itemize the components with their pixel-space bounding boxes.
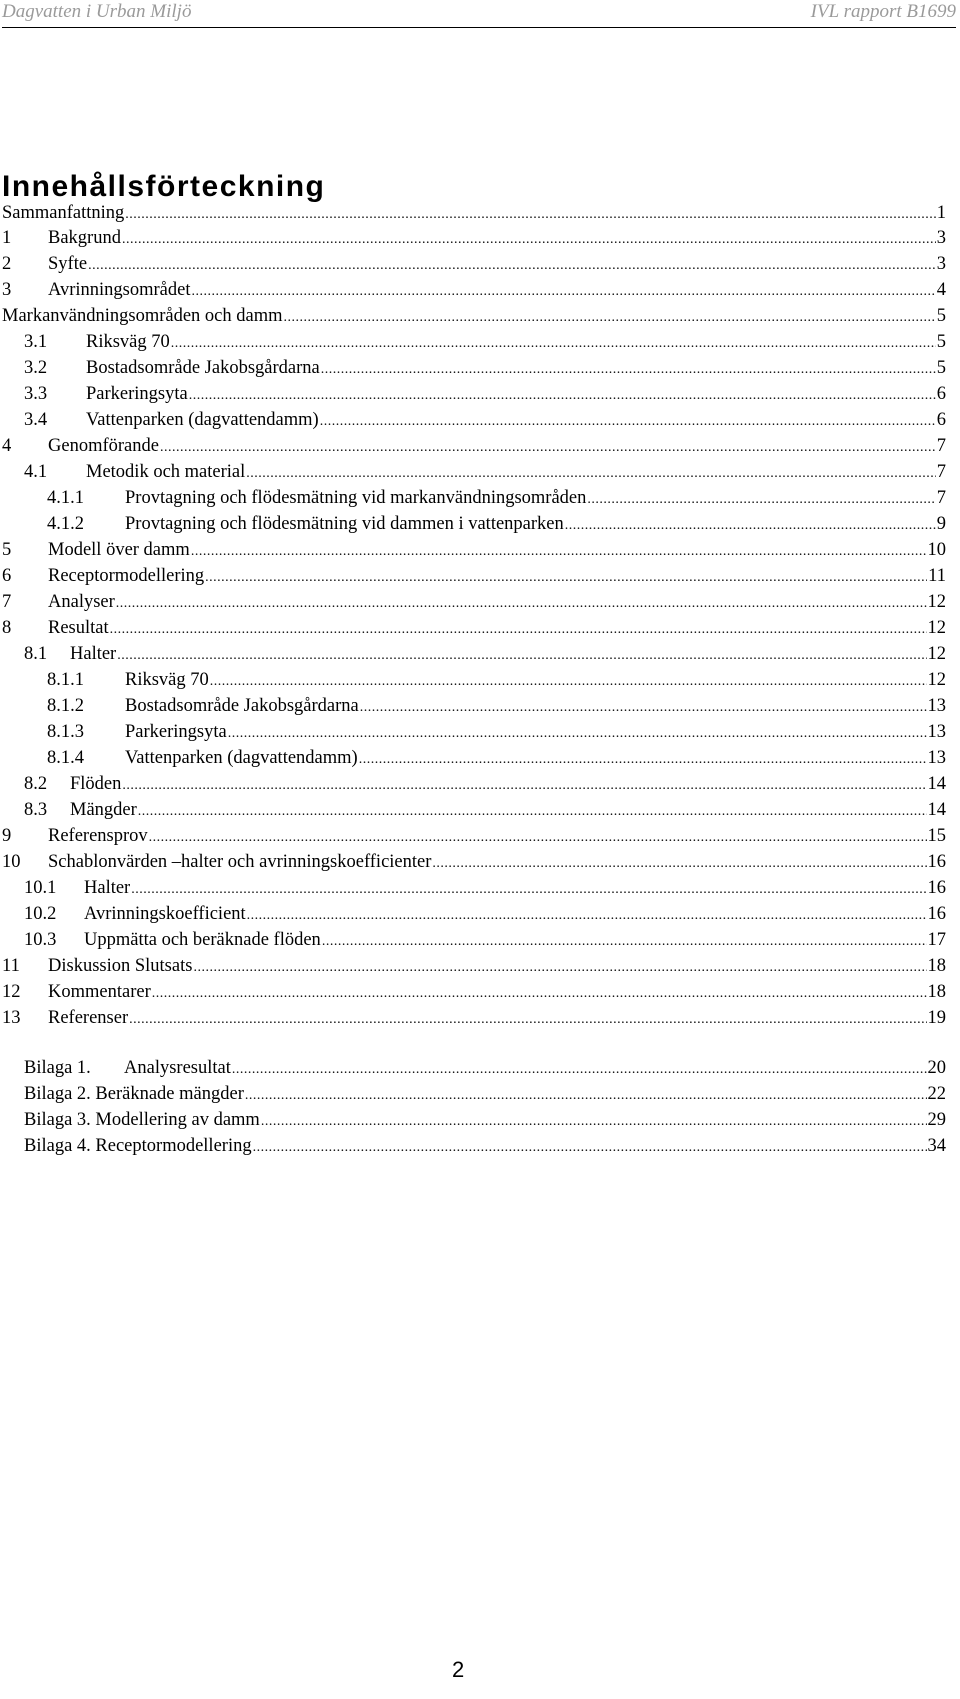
toc-leader-dots xyxy=(322,933,927,951)
header-report-number: IVL rapport B1699 xyxy=(810,1,956,22)
toc-entry-title: Analyser xyxy=(48,592,115,612)
toc-entry[interactable] xyxy=(2,198,946,224)
toc-leader-dots xyxy=(193,959,926,977)
toc-entry-title: Genomförande xyxy=(48,436,159,456)
toc-leader-dots xyxy=(432,855,926,873)
toc-entry-page: 18 xyxy=(927,956,946,976)
toc-leader-dots xyxy=(210,673,927,691)
toc-entry-number: 12 xyxy=(2,982,21,1002)
toc-entry-page: 10 xyxy=(927,540,946,560)
toc-leader-dots xyxy=(587,491,935,509)
toc-entry-page: 16 xyxy=(927,852,946,872)
toc-entry-number: 8.1.2 xyxy=(47,696,84,716)
toc-entry-number: 2 xyxy=(2,254,12,274)
toc-entry-title: Halter xyxy=(70,644,117,664)
toc-entry-title: Bilaga 4. Receptormodellering xyxy=(24,1136,252,1156)
toc-entry[interactable] xyxy=(2,431,946,457)
toc-entry-page: 12 xyxy=(927,644,946,664)
toc-entry[interactable] xyxy=(24,327,946,353)
toc-entry[interactable] xyxy=(47,509,946,535)
toc-leader-dots xyxy=(246,465,935,483)
toc-entry-page: 7 xyxy=(936,488,946,508)
toc-entry-number: 1 xyxy=(2,228,12,248)
toc-entry-page: 5 xyxy=(936,306,946,326)
toc-entry-title: Vattenparken (dagvattendamm) xyxy=(86,410,319,430)
toc-entry[interactable] xyxy=(2,847,946,873)
toc-entry[interactable] xyxy=(24,457,946,483)
toc-entry-number: 8 xyxy=(2,618,12,638)
toc-entry[interactable] xyxy=(47,691,946,717)
toc-leader-dots xyxy=(138,803,927,821)
toc-leader-dots xyxy=(320,413,936,431)
toc-entry-number: 4.1 xyxy=(24,462,48,482)
toc-entry[interactable] xyxy=(47,717,946,743)
toc-leader-dots xyxy=(122,777,926,795)
toc-entry[interactable] xyxy=(24,925,946,951)
toc-entry[interactable] xyxy=(24,379,946,405)
toc-entry-title: Parkeringsyta xyxy=(86,384,188,404)
toc-leader-dots xyxy=(284,309,936,327)
toc-entry-page: 12 xyxy=(927,670,946,690)
toc-entry-number: 13 xyxy=(2,1008,21,1028)
toc-leader-dots xyxy=(321,361,936,379)
toc-entry-number: 3.2 xyxy=(24,358,48,378)
toc-entry-page: 12 xyxy=(927,592,946,612)
toc-entry-title: Schablonvärden –halter och avrinningskoefficienter xyxy=(48,852,432,872)
toc-entry-page: 9 xyxy=(936,514,946,534)
toc-leader-dots xyxy=(160,439,936,457)
toc-leader-dots xyxy=(253,1139,927,1157)
toc-entry-title: Sammanfattning xyxy=(2,203,125,223)
toc-leader-dots xyxy=(116,595,927,613)
toc-entry-number: 4 xyxy=(2,436,12,456)
toc-entry[interactable] xyxy=(2,1003,946,1029)
toc-entry-page: 19 xyxy=(927,1008,946,1028)
toc-leader-dots xyxy=(129,1011,926,1029)
toc-entry-title: Bakgrund xyxy=(48,228,121,248)
toc-leader-dots xyxy=(565,517,936,535)
toc-entry-title: Resultat xyxy=(48,618,109,638)
toc-entry[interactable] xyxy=(2,951,946,977)
toc-leader-dots xyxy=(191,543,927,561)
toc-entry[interactable] xyxy=(24,769,946,795)
toc-entry-title: Syfte xyxy=(48,254,88,274)
toc-entry-page: 6 xyxy=(936,384,946,404)
toc-entry-title: Flöden xyxy=(70,774,122,794)
toc-entry-title: Uppmätta och beräknade flöden xyxy=(84,930,321,950)
toc-entry-number: Bilaga 1. xyxy=(24,1058,91,1078)
toc-leader-dots xyxy=(247,907,927,925)
toc-entry[interactable] xyxy=(24,405,946,431)
toc-entry-number: 4.1.1 xyxy=(47,488,84,508)
page-number: 2 xyxy=(452,1657,465,1682)
toc-entry-page: 13 xyxy=(927,748,946,768)
toc-entry-page: 22 xyxy=(927,1084,946,1104)
toc-entry[interactable] xyxy=(2,587,946,613)
toc-entry-page: 3 xyxy=(936,228,946,248)
toc-entry-number: 10.2 xyxy=(24,904,57,924)
toc-entry-page: 17 xyxy=(927,930,946,950)
toc-entry[interactable] xyxy=(47,665,946,691)
toc-entry-page: 14 xyxy=(927,800,946,820)
toc-entry-title: Riksväg 70 xyxy=(86,332,170,352)
toc-entry-title: Referenser xyxy=(48,1008,129,1028)
toc-entry-title: Provtagning och flödesmätning vid markanvändningsområden xyxy=(125,488,587,508)
toc-leader-dots xyxy=(110,621,927,639)
toc-entry-title: Markanvändningsområden och damm xyxy=(2,306,283,326)
toc-entry-title: Diskussion Slutsats xyxy=(48,956,193,976)
toc-entry-number: 3.3 xyxy=(24,384,48,404)
toc-entry-page: 4 xyxy=(936,280,946,300)
toc-entry-page: 18 xyxy=(927,982,946,1002)
toc-entry-title: Kommentarer xyxy=(48,982,151,1002)
toc-leader-dots xyxy=(228,725,927,743)
toc-entry-page: 20 xyxy=(927,1058,946,1078)
toc-entry-page: 5 xyxy=(936,332,946,352)
toc-entry-title: Bostadsområde Jakobsgårdarna xyxy=(125,696,359,716)
toc-leader-dots xyxy=(205,569,927,587)
toc-entry-title: Vattenparken (dagvattendamm) xyxy=(125,748,358,768)
toc-entry-number: 8.1.4 xyxy=(47,748,84,768)
toc-entry-title: Mängder xyxy=(70,800,137,820)
toc-entry[interactable] xyxy=(24,873,946,899)
toc-leader-dots xyxy=(360,699,927,717)
toc-entry-number: 8.1.3 xyxy=(47,722,84,742)
toc-leader-dots xyxy=(232,1061,927,1079)
toc-entry[interactable] xyxy=(47,483,946,509)
toc-leader-dots xyxy=(125,206,935,224)
toc-leader-dots xyxy=(117,647,926,665)
toc-entry-page: 3 xyxy=(936,254,946,274)
toc-entry-page: 13 xyxy=(927,696,946,716)
toc-entry-page: 34 xyxy=(927,1136,946,1156)
toc-entry[interactable] xyxy=(2,223,946,249)
toc-entry[interactable] xyxy=(2,535,946,561)
toc-leader-dots xyxy=(192,283,936,301)
toc-entry[interactable] xyxy=(2,301,946,327)
toc-entry-number: 4.1.2 xyxy=(47,514,84,534)
toc-entry-number: 10.3 xyxy=(24,930,57,950)
toc-entry-page: 11 xyxy=(928,566,946,586)
toc-entry-number: 5 xyxy=(2,540,12,560)
toc-entry[interactable] xyxy=(2,977,946,1003)
toc-entry[interactable] xyxy=(47,743,946,769)
toc-leader-dots xyxy=(152,985,927,1003)
toc-entry[interactable] xyxy=(24,1053,946,1079)
toc-entry-page: 7 xyxy=(936,436,946,456)
toc-entry-number: 8.1.1 xyxy=(47,670,84,690)
toc-entry[interactable] xyxy=(24,1079,946,1105)
page-header xyxy=(2,0,956,28)
toc-entry-number: 3 xyxy=(2,280,12,300)
toc-entry-number: 3.4 xyxy=(24,410,48,430)
toc-leader-dots xyxy=(171,335,936,353)
toc-entry-page: 14 xyxy=(927,774,946,794)
toc-entry-title: Avrinningskoefficient xyxy=(84,904,246,924)
toc-entry-title: Provtagning och flödesmätning vid dammen i vattenparken xyxy=(125,514,564,534)
toc-entry-title: Avrinningsområdet xyxy=(48,280,191,300)
toc-entry[interactable] xyxy=(2,821,946,847)
toc-entry-page: 16 xyxy=(927,878,946,898)
toc-entry-page: 12 xyxy=(927,618,946,638)
toc-entry-number: 7 xyxy=(2,592,12,612)
toc-entry-page: 16 xyxy=(927,904,946,924)
toc-entry-page: 6 xyxy=(936,410,946,430)
toc-heading: Innehållsförteckning xyxy=(2,170,326,203)
toc-entry[interactable] xyxy=(24,639,946,665)
toc-entry-title: Parkeringsyta xyxy=(125,722,227,742)
toc-leader-dots xyxy=(122,231,936,249)
toc-entry[interactable] xyxy=(24,353,946,379)
toc-entry-number: 3.1 xyxy=(24,332,48,352)
toc-entry[interactable] xyxy=(24,1131,946,1157)
toc-entry-number: 10.1 xyxy=(24,878,57,898)
toc-entry[interactable] xyxy=(2,275,946,301)
toc-entry-page: 13 xyxy=(927,722,946,742)
toc-entry-number: 8.3 xyxy=(24,800,48,820)
toc-entry-page: 29 xyxy=(927,1110,946,1130)
toc-leader-dots xyxy=(88,257,936,275)
toc-entry-title: Modell över damm xyxy=(48,540,190,560)
toc-entry-number: 6 xyxy=(2,566,12,586)
toc-entry-number: 9 xyxy=(2,826,12,846)
toc-entry[interactable] xyxy=(24,1105,946,1131)
toc-leader-dots xyxy=(245,1087,927,1105)
toc-entry[interactable] xyxy=(24,899,946,925)
toc-entry-title: Metodik och material xyxy=(86,462,246,482)
toc-entry[interactable] xyxy=(2,249,946,275)
header-report-title: Dagvatten i Urban Miljö xyxy=(2,1,192,22)
toc-entry-page: 7 xyxy=(936,462,946,482)
toc-leader-dots xyxy=(189,387,936,405)
toc-entry[interactable] xyxy=(2,613,946,639)
toc-entry-title: Halter xyxy=(84,878,131,898)
toc-entry-page: 15 xyxy=(927,826,946,846)
toc-entry[interactable] xyxy=(24,795,946,821)
toc-entry-title: Riksväg 70 xyxy=(125,670,209,690)
toc-entry[interactable] xyxy=(2,561,946,587)
toc-entry-number: 8.1 xyxy=(24,644,48,664)
toc-entry-title: Referensprov xyxy=(48,826,148,846)
toc-entry-page: 1 xyxy=(936,203,946,223)
toc-entry-title: Bilaga 2. Beräknade mängder xyxy=(24,1084,244,1104)
toc-entry-title: Receptormodellering xyxy=(48,566,205,586)
toc-leader-dots xyxy=(149,829,927,847)
toc-entry-title: Bilaga 3. Modellering av damm xyxy=(24,1110,260,1130)
toc-entry-title: Bostadsområde Jakobsgårdarna xyxy=(86,358,320,378)
toc-leader-dots xyxy=(261,1113,927,1131)
toc-entry-page: 5 xyxy=(936,358,946,378)
toc-entry-title: Analysresultat xyxy=(124,1058,231,1078)
toc-leader-dots xyxy=(359,751,927,769)
toc-leader-dots xyxy=(131,881,926,899)
toc-entry-number: 10 xyxy=(2,852,21,872)
toc-entry-number: 11 xyxy=(2,956,20,976)
toc-entry-number: 8.2 xyxy=(24,774,48,794)
